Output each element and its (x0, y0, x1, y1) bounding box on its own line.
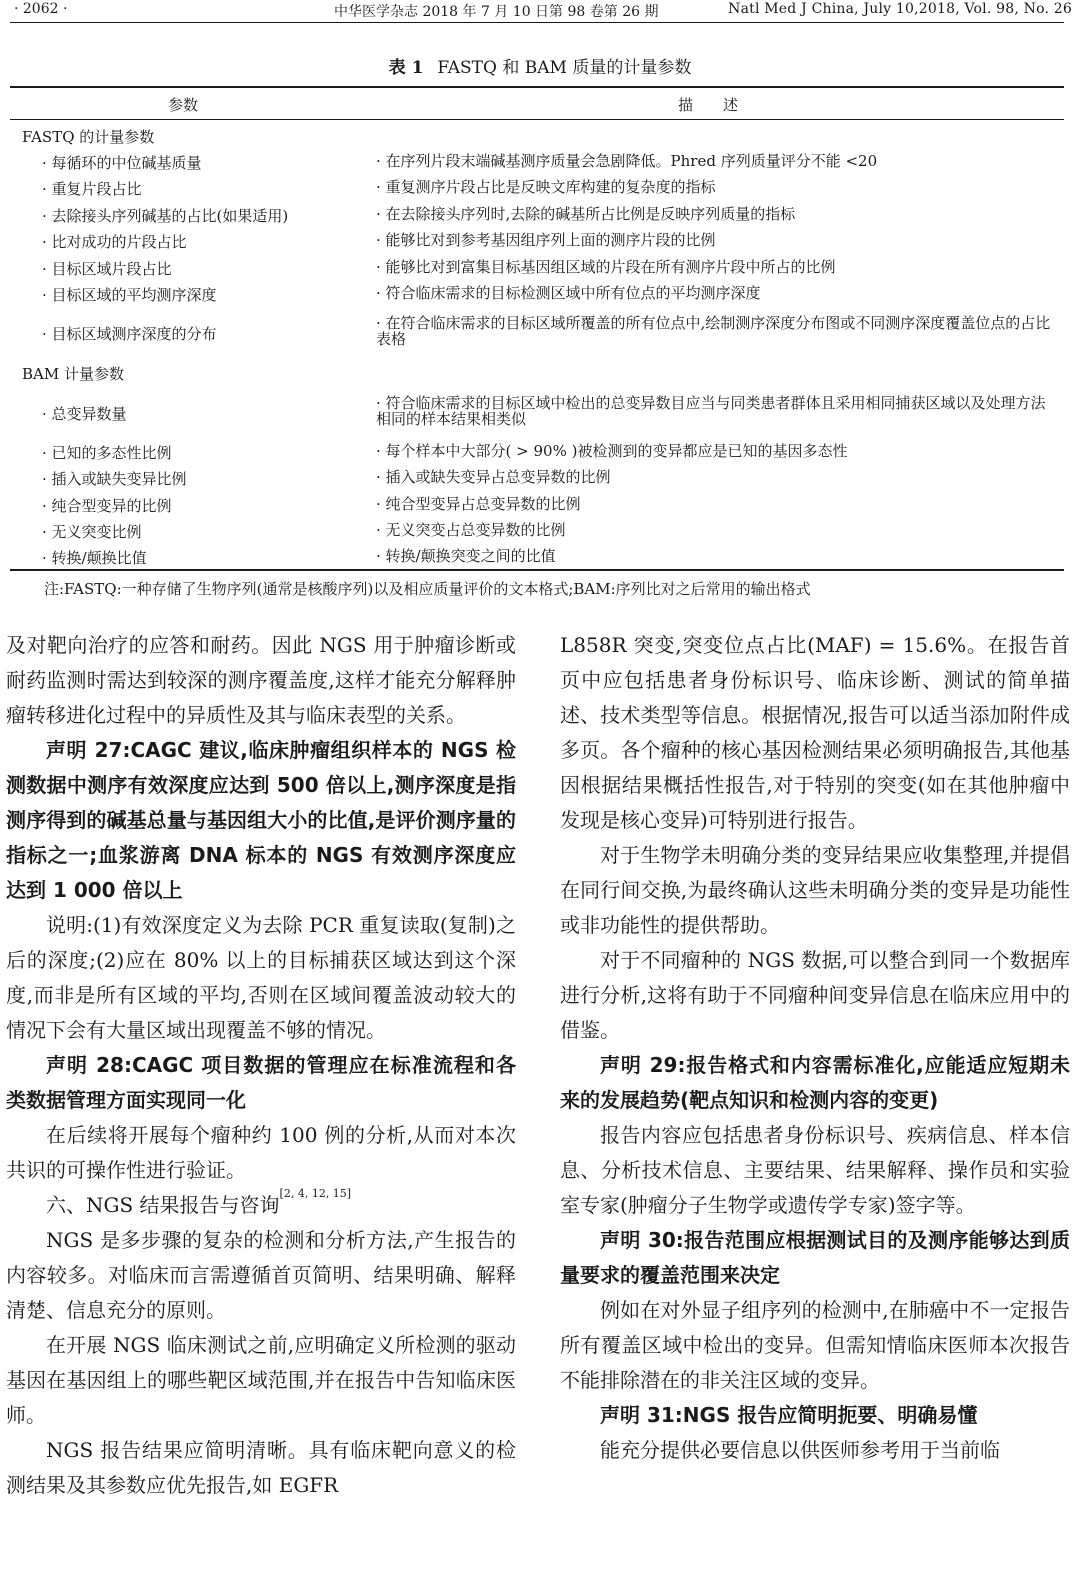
paragraph: 能充分提供必要信息以供医师参考用于当前临 (600, 1438, 1000, 1462)
param-cell: · 比对成功的片段占比 (42, 233, 187, 251)
param-cell: · 插入或缺失变异比例 (42, 470, 187, 488)
desc-cell: · 重复测序片段占比是反映文库构建的复杂度的指标 (376, 178, 716, 196)
param-cell: · 目标区域片段占比 (42, 260, 172, 278)
param-cell: · 去除接头序列碱基的占比(如果适用) (42, 207, 289, 225)
paragraph: 例如在对外显子组序列的检测中,在肺癌中不一定报告所有覆盖区域中检出的变异。但需知情临床医师本次报告不能排除潜在的非关注区域的变异。 (560, 1298, 1070, 1392)
param-cell: · 已知的多态性比例 (42, 444, 172, 462)
table-note: 注:FASTQ:一种存储了生物序列(通常是核酸序列)以及相应质量评价的文本格式;BAM:序列比对之后常用的输出格式 (44, 580, 811, 598)
desc-cell: · 能够比对到富集目标基因组区域的片段在所有测序片段中所占的比例 (376, 258, 836, 276)
paragraph: 说明:(1)有效深度定义为去除 PCR 重复读取(复制)之后的深度;(2)应在 80% 以上的目标捕获区域达到这个深度,而非是所有区域的平均,否则在区域间覆盖波动较大的情况下会有大量区域出现覆盖不够的情况。 (6, 913, 516, 1042)
table-head-rule (10, 119, 1064, 120)
header-rule (10, 22, 1064, 23)
paragraph: NGS 报告结果应简明清晰。具有临床靶向意义的检测结果及其参数应优先报告,如 EGFR (6, 1438, 516, 1497)
table-bottom-rule (10, 569, 1064, 571)
body-column-right (560, 628, 1070, 1468)
section-heading-6 (6, 1188, 516, 1223)
desc-cell: · 在符合临床需求的目标区域所覆盖的所有位点中,绘制测序深度分布图或不同测序深度覆盖位点的占比表格 (376, 314, 1051, 348)
section-title-bam: BAM 计量参数 (22, 365, 124, 383)
journal-citation-en: Natl Med J China, July 10,2018, Vol. 98, No. 26 (728, 1, 1072, 17)
citation-ref[interactable]: [2, 4, 12, 15] (279, 1187, 352, 1200)
param-cell: · 总变异数量 (42, 405, 127, 423)
param-cell: · 重复片段占比 (42, 180, 142, 198)
param-cell: · 转换/颠换比值 (42, 549, 147, 567)
paragraph: L858R 突变,突变位点占比(MAF) = 15.6%。在报告首页中应包括患者身份标识号、临床诊断、测试的简单描述、技术类型等信息。根据情况,报告可以适当添加附件成多页。各个瘤种的核心基因检测结果必须明确报告,其他基因根据结果概括性报告,对于特别的突变(如在其他肿瘤中发现是核心变异)可特别进行报告。 (560, 633, 1070, 832)
desc-cell: · 插入或缺失变异占总变异数的比例 (376, 468, 611, 486)
body-column-left (6, 628, 516, 1503)
desc-cell: · 每个样本中大部分( > 90% )被检测到的变异都应是已知的基因多态性 (376, 442, 848, 460)
table-caption (0, 53, 1080, 78)
desc-cell: · 在去除接头序列时,去除的碱基所占比例是反映序列质量的指标 (376, 205, 796, 223)
statement-29: 声明 29:报告格式和内容需标准化,应能适应短期未来的发展趋势(靶点知识和检测内容的变更) (560, 1053, 1070, 1112)
paragraph: 报告内容应包括患者身份标识号、疾病信息、样本信息、分析技术信息、主要结果、结果解释、操作员和实验室专家(肿瘤分子生物学或遗传学专家)签字等。 (560, 1123, 1070, 1217)
section-title-fastq: FASTQ 的计量参数 (22, 128, 155, 146)
page-number: · 2062 · (14, 1, 68, 17)
param-cell: · 目标区域测序深度的分布 (42, 325, 217, 343)
desc-cell: · 无义突变占总变异数的比例 (376, 521, 566, 539)
section-heading-text: 六、NGS 结果报告与咨询 (46, 1193, 280, 1217)
desc-cell: · 符合临床需求的目标区域中检出的总变异数目应当与同类患者群体且采用相同捕获区域以及处理方法相同的样本结果相类似 (376, 394, 1046, 428)
param-cell: · 每循环的中位碱基质量 (42, 154, 202, 172)
desc-cell: · 能够比对到参考基因组序列上面的测序片段的比例 (376, 231, 716, 249)
col-header-desc: 描 述 (678, 96, 739, 114)
desc-cell: · 符合临床需求的目标检测区域中所有位点的平均测序深度 (376, 284, 761, 302)
table-top-rule (10, 86, 1064, 88)
col-header-param: 参数 (168, 96, 199, 114)
paragraph: 对于不同瘤种的 NGS 数据,可以整合到同一个数据库进行分析,这将有助于不同瘤种间变异信息在临床应用中的借鉴。 (560, 948, 1070, 1042)
statement-28: 声明 28:CAGC 项目数据的管理应在标准流程和各类数据管理方面实现同一化 (6, 1053, 516, 1112)
table-number: 表 1 (388, 58, 424, 78)
param-cell: · 目标区域的平均测序深度 (42, 286, 217, 304)
param-cell: · 无义突变比例 (42, 523, 142, 541)
paragraph: 及对靶向治疗的应答和耐药。因此 NGS 用于肿瘤诊断或耐药监测时需达到较深的测序覆盖度,这样才能充分解释肿瘤转移进化过程中的异质性及其与临床表型的关系。 (6, 633, 516, 727)
statement-31: 声明 31:NGS 报告应简明扼要、明确易懂 (600, 1403, 978, 1427)
desc-cell: · 纯合型变异占总变异数的比例 (376, 495, 581, 513)
param-cell: · 纯合型变异的比例 (42, 497, 172, 515)
statement-30: 声明 30:报告范围应根据测试目的及测序能够达到质量要求的覆盖范围来决定 (560, 1228, 1070, 1287)
running-header (0, 0, 1080, 22)
paragraph: 对于生物学未明确分类的变异结果应收集整理,并提倡在同行间交换,为最终确认这些未明确分类的变异是功能性或非功能性的提供帮助。 (560, 843, 1070, 937)
paragraph: 在开展 NGS 临床测试之前,应明确定义所检测的驱动基因在基因组上的哪些靶区域范围,并在报告中告知临床医师。 (6, 1333, 516, 1427)
table-title: FASTQ 和 BAM 质量的计量参数 (437, 58, 692, 78)
desc-cell: · 转换/颠换突变之间的比值 (376, 547, 556, 565)
paragraph: 在后续将开展每个瘤种约 100 例的分析,从而对本次共识的可操作性进行验证。 (6, 1123, 516, 1182)
statement-27: 声明 27:CAGC 建议,临床肿瘤组织样本的 NGS 检测数据中测序有效深度应达到 500 倍以上,测序深度是指测序得到的碱基总量与基因组大小的比值,是评价测序量的指标之一;血浆游离 DNA 标本的 NGS 有效测序深度应达到 1 000 倍以上 (6, 738, 516, 902)
desc-cell: · 在序列片段末端碱基测序质量会急剧降低。Phred 序列质量评分不能 <20 (376, 152, 878, 170)
journal-citation: 中华医学杂志 2018 年 7 月 10 日第 98 卷第 26 期 (334, 4, 659, 20)
paragraph: NGS 是多步骤的复杂的检测和分析方法,产生报告的内容较多。对临床而言需遵循首页简明、结果明确、解释清楚、信息充分的原则。 (6, 1228, 516, 1322)
